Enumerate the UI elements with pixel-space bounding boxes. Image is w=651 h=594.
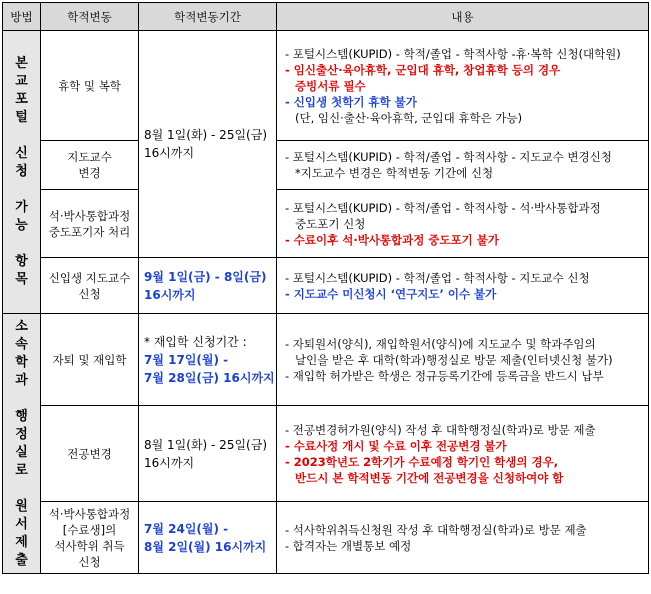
method-portal: 본 교 포 털 신 청 가 능 항 목 bbox=[3, 31, 41, 314]
change-freshman-advisor: 신입생 지도교수 신청 bbox=[41, 258, 139, 314]
table-row bbox=[3, 258, 649, 314]
change-leave: 휴학 및 복학 bbox=[41, 31, 139, 141]
change-major: 전공변경 bbox=[41, 406, 139, 502]
period-withdraw: * 재입학 신청기간 : 7월 17일(월) - 7월 28일(금) 16시까지 bbox=[139, 314, 277, 406]
table-row bbox=[3, 141, 649, 190]
header-row bbox=[3, 3, 649, 31]
content-integrated-drop: - 포털시스템(KUPID) - 학적/졸업 - 학적사항 - 석·박사통합과정 중도포기 신청 - 수료이후 석·박사통합과정 중도포기 불가 bbox=[277, 190, 649, 258]
period-freshman-advisor: 9월 1일(금) - 8일(금) 16시까지 bbox=[139, 258, 277, 314]
table-row bbox=[3, 314, 649, 406]
content-degree: - 석사학위취득신청원 작성 후 대학행정실(학과)로 방문 제출 - 합격자는 개별통보 예정 bbox=[277, 502, 649, 574]
content-leave: - 포털시스템(KUPID) - 학적/졸업 - 학적사항 -휴·복학 신청(대학원) - 임신출산·육아휴학, 군입대 휴학, 창업휴학 등의 경우 증빙서류 필수 - 신입생 첫학기 휴학 불가 (단, 임신·출산·육아휴학, 군입대 휴학은 가능) bbox=[277, 31, 649, 141]
content-freshman-advisor: - 포털시스템(KUPID) - 학적/졸업 - 학적사항 - 지도교수 신청 - 지도교수 미신청시 ‘연구지도’ 이수 불가 bbox=[277, 258, 649, 314]
change-withdraw: 자퇴 및 재입학 bbox=[41, 314, 139, 406]
content-withdraw: - 자퇴원서(양식), 재입학원서(양식)에 지도교수 및 학과주임의 날인을 받은 후 대학(학과)행정실로 방문 제출(인터넷신청 불가) - 재입학 허가받은 학생은 정규등록기간에 등록금을 반드시 납부 bbox=[277, 314, 649, 406]
content-major: - 전공변경허가원(양식) 작성 후 대학행정실(학과)로 방문 제출 - 수료사정 개시 및 수료 이후 전공변경 불가 - 2023학년도 2학기가 수료예정 학기인 학생의 경우, 반드시 본 학적변동 기간에 전공변경을 신청하여야 함 bbox=[277, 406, 649, 502]
table-row bbox=[3, 406, 649, 502]
table-row bbox=[3, 502, 649, 574]
period-major: 8월 1일(화) - 25일(금) 16시까지 bbox=[139, 406, 277, 502]
header-change: 학적변동 bbox=[41, 3, 139, 31]
content-advisor: - 포털시스템(KUPID) - 학적/졸업 - 학적사항 - 지도교수 변경신청 *지도교수 변경은 학적변동 기간에 신청 bbox=[277, 141, 649, 190]
method-office: 소 속 학 과 행 정 실 로 원 서 제 출 bbox=[3, 314, 41, 574]
header-method: 방법 bbox=[3, 3, 41, 31]
change-degree: 석·박사통합과정 [수료생]의 석사학위 취득 신청 bbox=[41, 502, 139, 574]
header-content: 내용 bbox=[277, 3, 649, 31]
change-advisor: 지도교수 변경 bbox=[41, 141, 139, 190]
table-row bbox=[3, 31, 649, 141]
period-shared: 8월 1일(화) - 25일(금) 16시까지 bbox=[139, 31, 277, 258]
academic-change-table bbox=[2, 2, 649, 574]
table-row bbox=[3, 190, 649, 258]
header-period: 학적변동기간 bbox=[139, 3, 277, 31]
period-degree: 7월 24일(월) - 8월 2일(월) 16시까지 bbox=[139, 502, 277, 574]
change-integrated-drop: 석·박사통합과정 중도포기자 처리 bbox=[41, 190, 139, 258]
